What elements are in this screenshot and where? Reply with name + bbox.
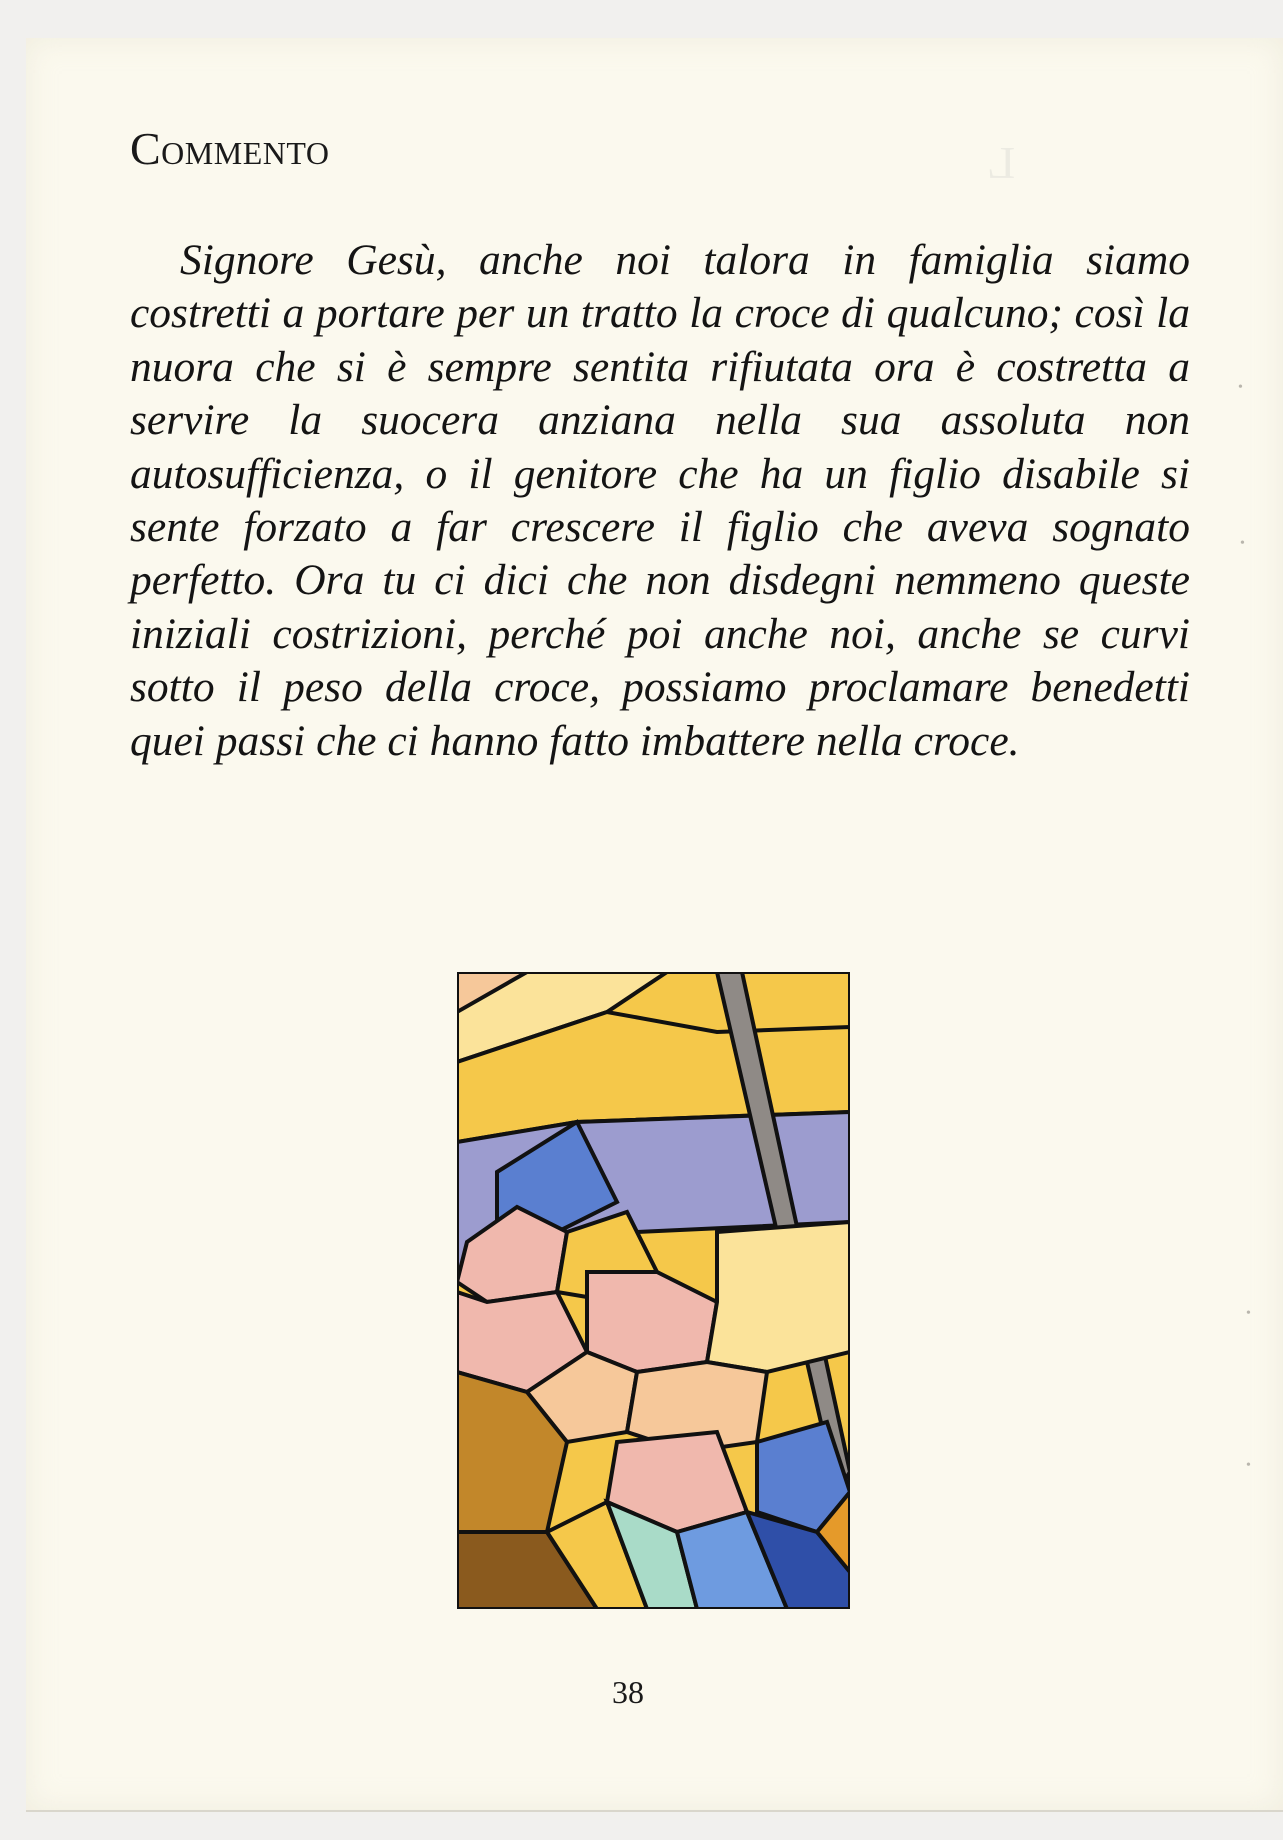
prayer-paragraph bbox=[130, 234, 1190, 768]
edge-speck: • bbox=[1238, 380, 1243, 395]
book-page bbox=[26, 38, 1283, 1812]
edge-speck: • bbox=[1240, 536, 1245, 551]
edge-speck: • bbox=[1246, 1458, 1251, 1473]
show-through-heading: L bbox=[986, 137, 1016, 188]
edge-speck: • bbox=[1246, 1306, 1251, 1321]
section-heading: Commento bbox=[130, 123, 330, 174]
stained-glass-illustration bbox=[457, 972, 850, 1609]
page-number: 38 bbox=[612, 1674, 644, 1710]
glass-panel bbox=[707, 1222, 850, 1372]
prayer-text: Signore Gesù, anche noi talora in famiglia siamo costretti a portare per un tratto la croce di qualcuno; così la nuora che si è sempre sentita rifiutata ora è costretta a servire la suocera anziana nella sua assoluta non autosufficienza, o il genitore che ha un figlio disabile si sente forzato a far crescere il figlio che aveva sognato perfetto. Ora tu ci dici che non disdegni nemmeno queste iniziali costrizioni, perché poi anche noi, anche se curvi sotto il peso della croce, possiamo proclamare benedetti quei passi che ci hanno fatto imbattere nella croce. bbox=[130, 236, 1190, 765]
